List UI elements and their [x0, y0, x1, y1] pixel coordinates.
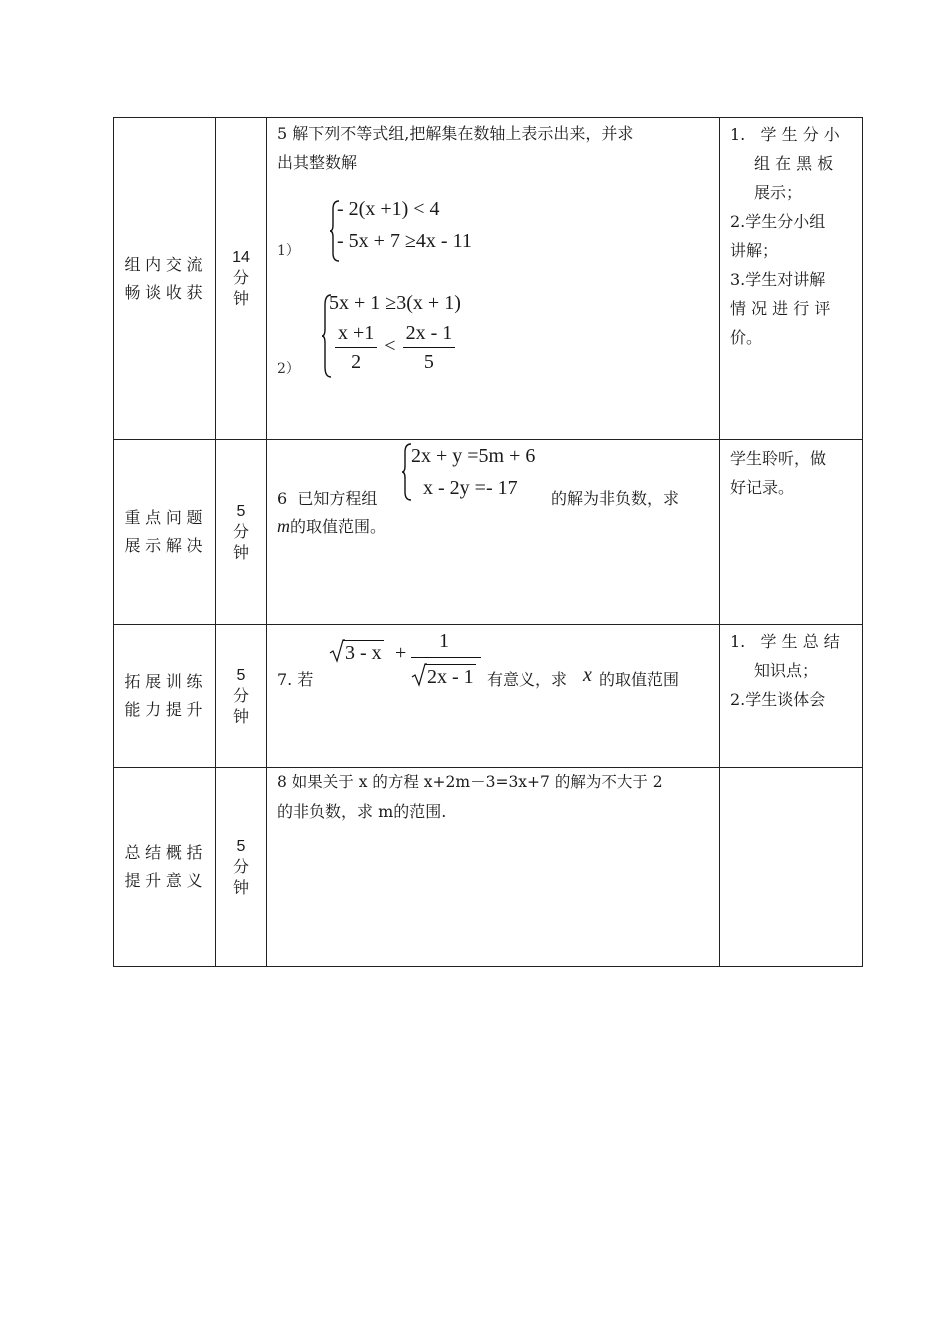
- student-note-b: 好记录。: [730, 478, 795, 497]
- time-unit-1: 分: [232, 858, 249, 876]
- stage-label-line1: 总结概括: [124, 843, 205, 862]
- question-7-end: 的取值范围: [599, 670, 680, 689]
- time-unit-1: 分: [232, 270, 249, 287]
- student-note-a: 学生聆听，做: [730, 449, 827, 468]
- system-2-eq2: [333, 319, 457, 376]
- radicand-1: 3 - x: [345, 642, 382, 664]
- fraction-numerator: x +1: [335, 319, 377, 348]
- system-1-label: 1）: [277, 243, 300, 259]
- table-row: [114, 625, 863, 768]
- question-6-line2: [277, 512, 711, 541]
- question-6-line1: [277, 440, 711, 506]
- time-number: 5: [236, 666, 246, 684]
- stage-label-line2: 展示解决: [124, 536, 205, 555]
- student-item-1c: 展示；: [754, 183, 803, 202]
- stage-label-line2: 提升意义: [124, 871, 205, 890]
- question-7-mid: 有意义，求: [487, 670, 568, 689]
- stage-label-line2: 畅谈收获: [124, 282, 205, 302]
- student-item-2a: 2.学生分小组: [730, 212, 826, 231]
- student-item-3c: 价。: [730, 328, 763, 347]
- fraction-numerator: 2x - 1: [403, 319, 456, 348]
- content-cell: [267, 440, 720, 625]
- question-6-prefix: 6 已知方程组: [277, 489, 378, 508]
- table-row: [114, 118, 863, 440]
- student-item-1a: 1. 学 生 总 结: [730, 632, 840, 651]
- system-2-label: 2）: [277, 361, 300, 377]
- stage-label-line1: 组内交流: [124, 254, 205, 274]
- question-8-line2: 的非负数，求 m的范围.: [277, 802, 447, 821]
- question-8-line1: 8 如果关于 x 的方程 x+2m－3=3x+7 的解为不大于 2: [277, 773, 663, 791]
- student-item-1b: 知识点；: [754, 661, 819, 680]
- variable-x: x: [583, 664, 592, 686]
- student-item-2: 2.学生谈体会: [730, 690, 826, 709]
- stage-label-line2: 能力提升: [124, 700, 205, 719]
- time-unit-1: 分: [232, 687, 249, 705]
- table-row: [114, 768, 863, 967]
- time-cell: [216, 625, 267, 768]
- fraction-denominator: 5: [423, 351, 434, 373]
- student-item-1a: 1. 学 生 分 小: [730, 125, 840, 144]
- stage-cell: [114, 625, 216, 768]
- time-cell: [216, 118, 267, 440]
- student-activity-cell: [720, 440, 863, 625]
- question-6-suffix: 的解为非负数，求: [551, 489, 680, 508]
- student-item-3a: 3.学生对讲解: [730, 270, 826, 289]
- content-cell: [267, 768, 720, 967]
- system-2-eq1: 5x + 1 ≥3(x + 1): [329, 292, 461, 314]
- time-unit-2: 钟: [232, 291, 249, 308]
- question-7-prefix: 7. 若: [277, 670, 314, 689]
- lesson-plan-table: [113, 117, 863, 967]
- less-than-sign: <: [384, 335, 396, 358]
- fraction-numerator: 1: [439, 630, 449, 652]
- time-number: 5: [236, 502, 246, 520]
- time-unit-2: 钟: [232, 879, 249, 897]
- system-2: [277, 289, 711, 385]
- variable-m: m: [277, 516, 290, 536]
- system-1: [277, 195, 711, 275]
- system-1-eq1: - 2(x +1) < 4: [337, 198, 440, 220]
- student-activity-cell: [720, 768, 863, 967]
- time-unit-2: 钟: [232, 544, 249, 562]
- time-cell: [216, 440, 267, 625]
- fraction-bar: [411, 657, 481, 658]
- stage-cell: [114, 768, 216, 967]
- stage-label-line1: 拓展训练: [124, 672, 205, 691]
- time-cell: [216, 768, 267, 967]
- question-5-line2: 出其整数解: [277, 153, 358, 172]
- table-row: [114, 440, 863, 625]
- system-1-eq2: - 5x + 7 ≥4x - 11: [337, 230, 472, 252]
- student-item-3b: 情 况 进 行 评: [730, 299, 831, 318]
- fraction-denominator: 2: [351, 351, 362, 373]
- content-cell: [267, 625, 720, 768]
- fraction: [335, 319, 377, 376]
- equation-2: x - 2y =- 17: [423, 477, 518, 499]
- radicand-2: 2x - 1: [427, 666, 474, 688]
- student-item-2b: 讲解；: [730, 241, 779, 260]
- stage-cell: [114, 118, 216, 440]
- time-number: 14: [232, 249, 250, 266]
- question-6-end: 的取值范围。: [290, 517, 387, 536]
- time-unit-1: 分: [232, 523, 249, 541]
- stage-cell: [114, 440, 216, 625]
- question-5-line1: 5 解下列不等式组,把解集在数轴上表示出来，并求: [277, 124, 634, 143]
- time-number: 5: [236, 837, 246, 855]
- stage-label-line1: 重点问题: [124, 508, 205, 527]
- time-unit-2: 钟: [232, 708, 249, 726]
- student-item-1b: 组 在 黑 板: [754, 154, 834, 173]
- student-activity-cell: [720, 118, 863, 440]
- fraction: [403, 319, 456, 376]
- plus-sign: +: [395, 642, 407, 664]
- question-7: [277, 625, 711, 705]
- student-activity-cell: [720, 625, 863, 768]
- content-cell: [267, 118, 720, 440]
- equation-1: 2x + y =5m + 6: [411, 445, 536, 467]
